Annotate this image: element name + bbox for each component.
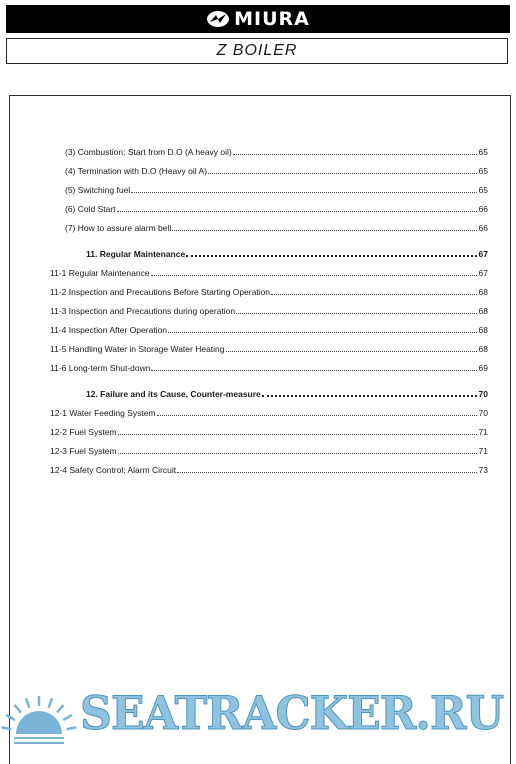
- toc-entry: [50, 306, 488, 316]
- sun-ray: [26, 698, 29, 707]
- toc-entry-page: 68: [478, 325, 488, 335]
- watermark: [0, 672, 516, 755]
- toc-entry: [65, 166, 488, 176]
- toc-entry: [50, 287, 488, 297]
- toc-entry-label: (5) Switching fuel: [65, 185, 131, 195]
- toc-entry: [86, 249, 488, 259]
- dot-leader: [131, 192, 477, 193]
- toc-entry-page: 65: [478, 185, 488, 195]
- sun-ray: [63, 715, 72, 720]
- dot-leader: [233, 154, 477, 155]
- toc-panel: [9, 95, 511, 764]
- toc-entry-page: 69: [478, 363, 488, 373]
- toc-entry: [50, 363, 488, 373]
- dot-leader: [208, 173, 477, 174]
- toc-entry-page: 65: [478, 166, 488, 176]
- toc-entry-page: 68: [478, 287, 488, 297]
- sun-ray: [67, 727, 77, 729]
- toc-entry-label: 11-1 Regular Maintenance: [50, 268, 150, 278]
- toc-entry-label: (3) Combustion; Start from D.O (A heavy oil): [65, 147, 232, 157]
- toc-entry-page: 68: [478, 344, 488, 354]
- dot-leader: [236, 313, 477, 314]
- toc-entry-page: 73: [478, 465, 488, 475]
- toc-entry-page: 70: [478, 389, 488, 399]
- toc-entry-label: 12-4 Safety Control; Alarm Circuit: [50, 465, 177, 475]
- toc-entry-page: 67: [478, 268, 488, 278]
- toc-entry: [86, 389, 488, 399]
- dot-leader: [151, 370, 477, 371]
- toc-entry-label: 12. Failure and its Cause, Counter-measure: [86, 389, 261, 399]
- brand-name: MIURA: [234, 8, 310, 30]
- sun-ray: [15, 705, 21, 713]
- toc-entry-page: 70: [478, 408, 488, 418]
- watermark-text: SEATRACKER.RU: [80, 686, 504, 740]
- toc-entry-label: 11-4 Inspection After Operation: [50, 325, 168, 335]
- dot-leader: [157, 415, 477, 416]
- toc-entry: [50, 465, 488, 475]
- toc-entry-label: 11-5 Handling Water in Storage Water Heating: [50, 344, 225, 354]
- toc-entry-label: 11-3 Inspection and Precautions during operation: [50, 306, 236, 316]
- toc-entry-label: 12-1 Water Feeding System: [50, 408, 156, 418]
- toc-entry-label: 12-2 Fuel System: [50, 427, 117, 437]
- toc-entry-label: (7) How to assure alarm bell: [65, 223, 172, 233]
- dot-leader: [172, 230, 477, 231]
- toc-entry-label: (6) Cold Start: [65, 204, 116, 214]
- toc-entry: [65, 223, 488, 233]
- toc-entry-label: (4) Termination with D.O (Heavy oil A): [65, 166, 208, 176]
- sun-ray: [49, 698, 52, 707]
- sun-icon: [0, 676, 78, 754]
- toc-entry: [65, 204, 488, 214]
- toc-entry-label: 11-2 Inspection and Precautions Before Starting Operation: [50, 287, 271, 297]
- toc-entry: [65, 147, 488, 157]
- toc-entry-page: 67: [478, 249, 488, 259]
- toc-entry-page: 65: [478, 147, 488, 157]
- toc-entry-page: 66: [478, 223, 488, 233]
- toc-entry: [50, 344, 488, 354]
- toc-entry-label: 11. Regular Maintenance: [86, 249, 186, 259]
- dot-leader: [151, 275, 477, 276]
- header-bar: [6, 5, 510, 33]
- toc-entry: [65, 185, 488, 195]
- sun-ray: [57, 705, 63, 713]
- toc-entry-label: 12-3 Fuel System: [50, 446, 117, 456]
- toc-entry: [50, 446, 488, 456]
- dot-leader: [117, 211, 477, 212]
- document-title-box: [6, 38, 508, 64]
- sun-ray: [2, 727, 12, 729]
- dot-leader: [186, 255, 477, 257]
- document-title: Z BOILER: [216, 42, 298, 59]
- dot-leader: [226, 351, 478, 352]
- toc-entry: [50, 325, 488, 335]
- dot-leader: [118, 434, 477, 435]
- brand-logo: [6, 9, 510, 29]
- dot-leader: [168, 332, 477, 333]
- toc-entry-page: 66: [478, 204, 488, 214]
- dot-leader: [262, 395, 477, 397]
- toc-entry: [50, 408, 488, 418]
- toc-entry: [50, 427, 488, 437]
- toc-entry: [50, 268, 488, 278]
- toc-entry-page: 71: [478, 427, 488, 437]
- dot-leader: [271, 294, 477, 295]
- toc-entry-page: 71: [478, 446, 488, 456]
- dot-leader: [177, 472, 477, 473]
- toc-entry-page: 68: [478, 306, 488, 316]
- miura-logo-icon: [206, 10, 230, 28]
- dot-leader: [118, 453, 477, 454]
- toc-entry-label: 11-6 Long-term Shut-down: [50, 363, 151, 373]
- sun-ray: [6, 715, 15, 720]
